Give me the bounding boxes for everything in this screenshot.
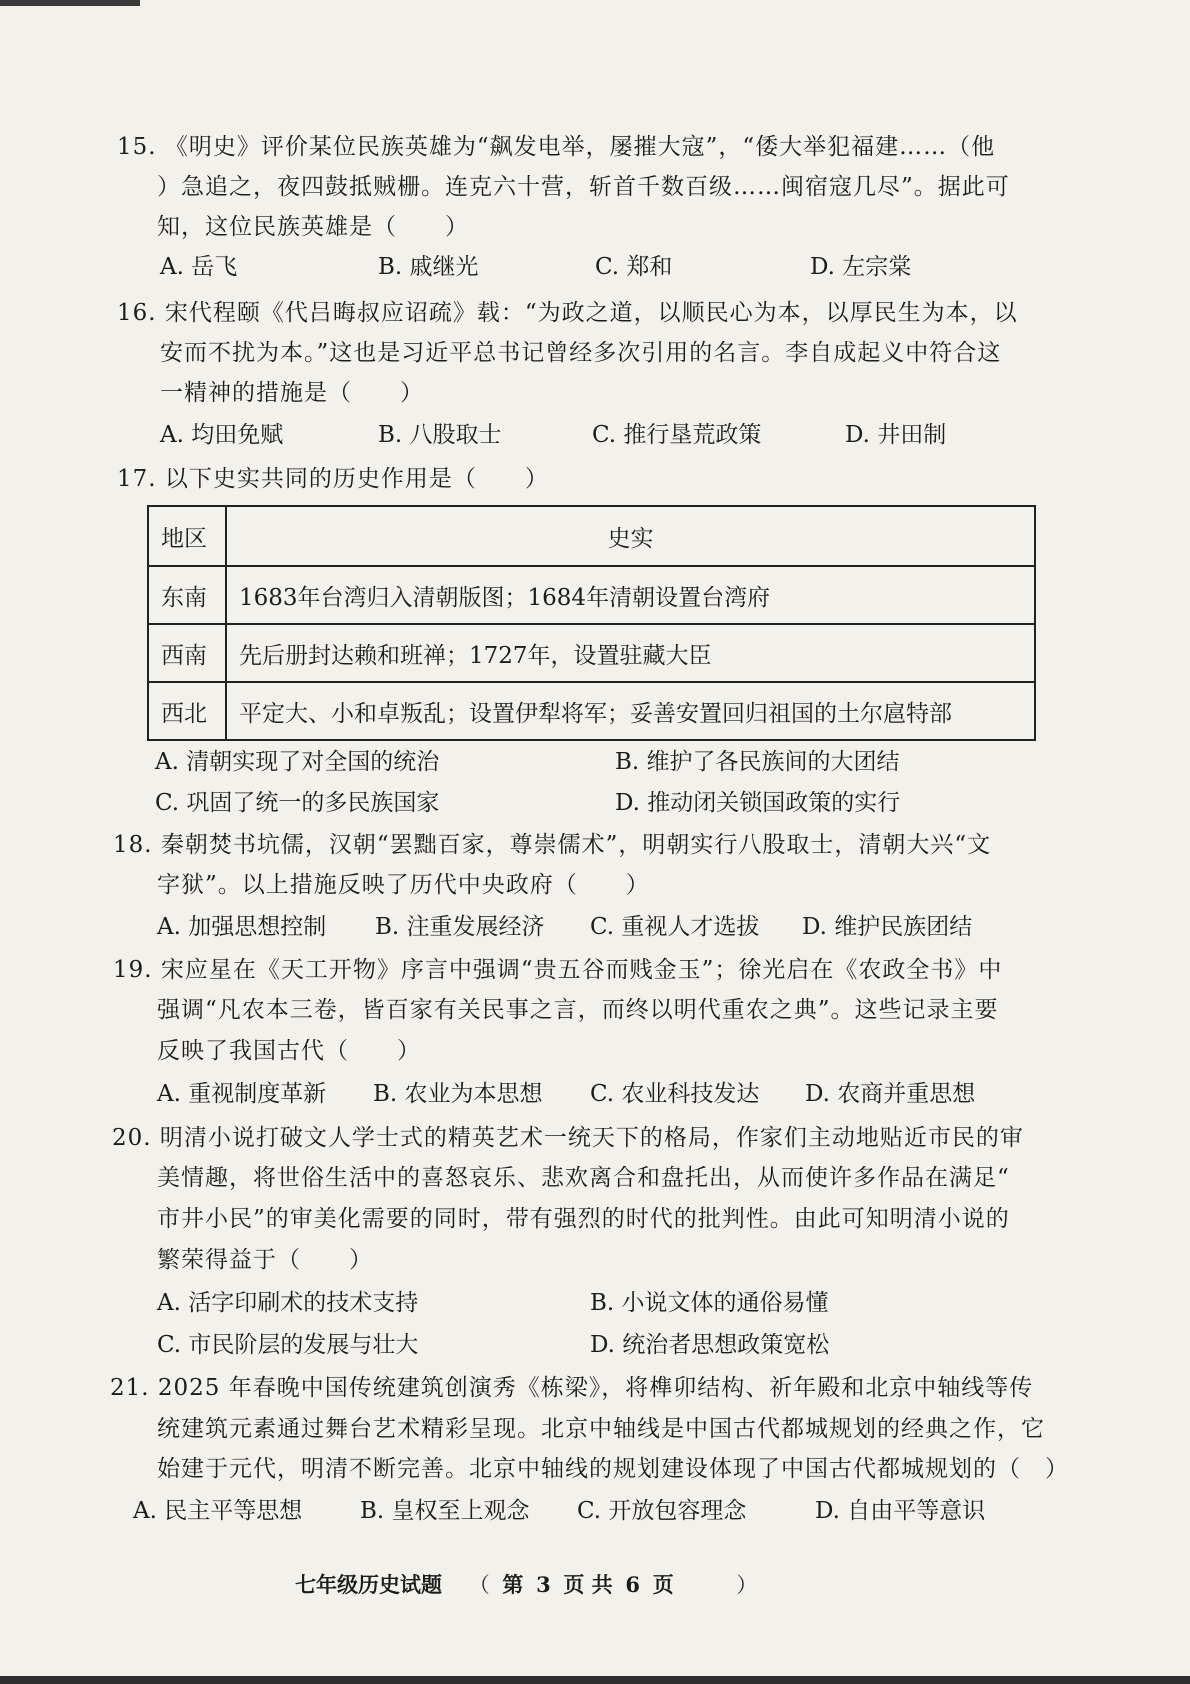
- table-row: [148, 682, 1035, 740]
- q20-option-a: A. 活字印刷术的技术支持: [157, 1290, 419, 1316]
- q21-option-b: B. 皇权至上观念: [360, 1498, 530, 1524]
- footer-pre: 第: [502, 1572, 524, 1597]
- q15-option-c: C. 郑和: [595, 254, 673, 280]
- table-row: [148, 624, 1035, 682]
- q19-option-d: D. 农商并重思想: [805, 1081, 976, 1107]
- q21-option-a: A. 民主平等思想: [133, 1498, 303, 1524]
- q20-option-c: C. 市民阶层的发展与壮大: [157, 1332, 419, 1358]
- table-cell-fact: 平定大、小和卓叛乱；设置伊犁将军；妥善安置回归祖国的土尔扈特部: [226, 682, 1035, 740]
- footer-mid: 页 共: [563, 1572, 613, 1597]
- q19-option-b: B. 农业为本思想: [373, 1081, 543, 1107]
- q21-option-c: C. 开放包容理念: [577, 1498, 747, 1524]
- q18-line-1: 18. 秦朝焚书坑儒，汉朝“罢黜百家，尊崇儒术”，明朝实行八股取士，清朝大兴“文: [113, 832, 992, 858]
- q17-line-1: 17. 以下史实共同的历史作用是（ ）: [117, 466, 549, 492]
- q16-option-c: C. 推行垦荒政策: [592, 422, 762, 448]
- q17-option-c: C. 巩固了统一的多民族国家: [155, 790, 440, 816]
- q20-option-b: B. 小说文体的通俗易懂: [590, 1290, 829, 1316]
- q20-line-4: 繁荣得益于（ ）: [157, 1247, 373, 1273]
- q15-line-3: 知，这位民族英雄是（ ）: [157, 214, 469, 240]
- table-cell-region: 西北: [148, 682, 226, 740]
- q15-option-b: B. 戚继光: [378, 254, 479, 280]
- q18-line-2: 字狱”。以上措施反映了历代中央政府（ ）: [157, 872, 650, 898]
- q19-option-a: A. 重视制度革新: [157, 1081, 327, 1107]
- q17-option-a: A. 清朝实现了对全国的统治: [155, 749, 440, 775]
- footer-paren-close: ）: [736, 1573, 758, 1597]
- q19-line-2: 强调“凡农本三卷，皆百家有关民事之言，而终以明代重农之典”。这些记录主要: [157, 997, 999, 1023]
- footer-page-number: 3: [536, 1572, 551, 1597]
- table-row: [148, 566, 1035, 624]
- q16-line-1: 16. 宋代程颐《代吕晦叔应诏疏》载：“为政之道，以顺民心为本，以厚民生为本，以: [117, 300, 1018, 326]
- q17-option-b: B. 维护了各民族间的大团结: [615, 749, 900, 775]
- q20-line-1: 20. 明清小说打破文人学士式的精英艺术一统天下的格局，作家们主动地贴近市民的审: [112, 1125, 1024, 1151]
- q17-facts-table: [147, 505, 1036, 741]
- scan-bottom-edge: [0, 1676, 1190, 1684]
- table-cell-fact: 先后册封达赖和班禅；1727年，设置驻藏大臣: [226, 624, 1035, 682]
- q16-option-d: D. 井田制: [845, 422, 947, 448]
- q15-line-2: ）急追之，夜四鼓抵贼栅。连克六十营，斩首千数百级……闽宿寇几尽”。据此可: [157, 174, 1010, 200]
- q21-line-1: 21. 2025 年春晚中国传统建筑创演秀《栋梁》，将榫卯结构、祈年殿和北京中轴线等传: [110, 1375, 1034, 1401]
- q16-option-a: A. 均田免赋: [160, 422, 284, 448]
- table-cell-fact: 1683年台湾归入清朝版图；1684年清朝设置台湾府: [226, 566, 1035, 624]
- q18-option-a: A. 加强思想控制: [157, 914, 327, 940]
- q16-line-3: 一精神的措施是（ ）: [160, 380, 424, 406]
- q20-line-2: 美情趣，将世俗生活中的喜怒哀乐、悲欢离合和盘托出，从而使许多作品在满足“: [157, 1165, 1010, 1191]
- q15-option-d: D. 左宗棠: [810, 254, 912, 280]
- q16-line-2: 安而不扰为本。”这也是习近平总书记曾经多次引用的名言。李自成起义中符合这: [160, 340, 1002, 366]
- page-footer: [295, 1569, 763, 1599]
- q19-option-c: C. 农业科技发达: [590, 1081, 760, 1107]
- footer-title: 七年级历史试题: [295, 1572, 442, 1597]
- footer-total-pages: 6: [625, 1572, 640, 1597]
- q17-option-d: D. 推动闭关锁国政策的实行: [615, 790, 901, 816]
- table-header-region: 地区: [148, 506, 226, 566]
- q18-option-d: D. 维护民族团结: [802, 914, 973, 940]
- q20-option-d: D. 统治者思想政策宽松: [590, 1332, 830, 1358]
- table-cell-region: 东南: [148, 566, 226, 624]
- q15-line-1: 15. 《明史》评价某位民族英雄为“飙发电举，屡摧大寇”，“倭大举犯福建……（他: [117, 134, 996, 160]
- q21-line-3: 始建于元代，明清不断完善。北京中轴线的规划建设体现了中国古代都城规划的（ ）: [157, 1456, 1069, 1482]
- q16-option-b: B. 八股取士: [378, 422, 502, 448]
- scan-edge: [0, 0, 140, 6]
- footer-paren-open: （: [468, 1573, 490, 1597]
- q15-option-a: A. 岳飞: [160, 254, 238, 280]
- q19-line-1: 19. 宋应星在《天工开物》序言中强调“贵五谷而贱金玉”；徐光启在《农政全书》中: [113, 957, 1003, 983]
- q19-line-3: 反映了我国古代（ ）: [157, 1038, 421, 1064]
- table-header-facts: 史实: [226, 506, 1035, 566]
- q21-line-2: 统建筑元素通过舞台艺术精彩呈现。北京中轴线是中国古代都城规划的经典之作，它: [157, 1416, 1045, 1442]
- footer-post: 页: [652, 1572, 674, 1597]
- table-header-row: [148, 506, 1035, 566]
- q20-line-3: 市井小民”的审美化需要的同时，带有强烈的时代的批判性。由此可知明清小说的: [157, 1206, 1010, 1232]
- q18-option-c: C. 重视人才选拔: [590, 914, 760, 940]
- q21-option-d: D. 自由平等意识: [815, 1498, 986, 1524]
- table-cell-region: 西南: [148, 624, 226, 682]
- q18-option-b: B. 注重发展经济: [375, 914, 545, 940]
